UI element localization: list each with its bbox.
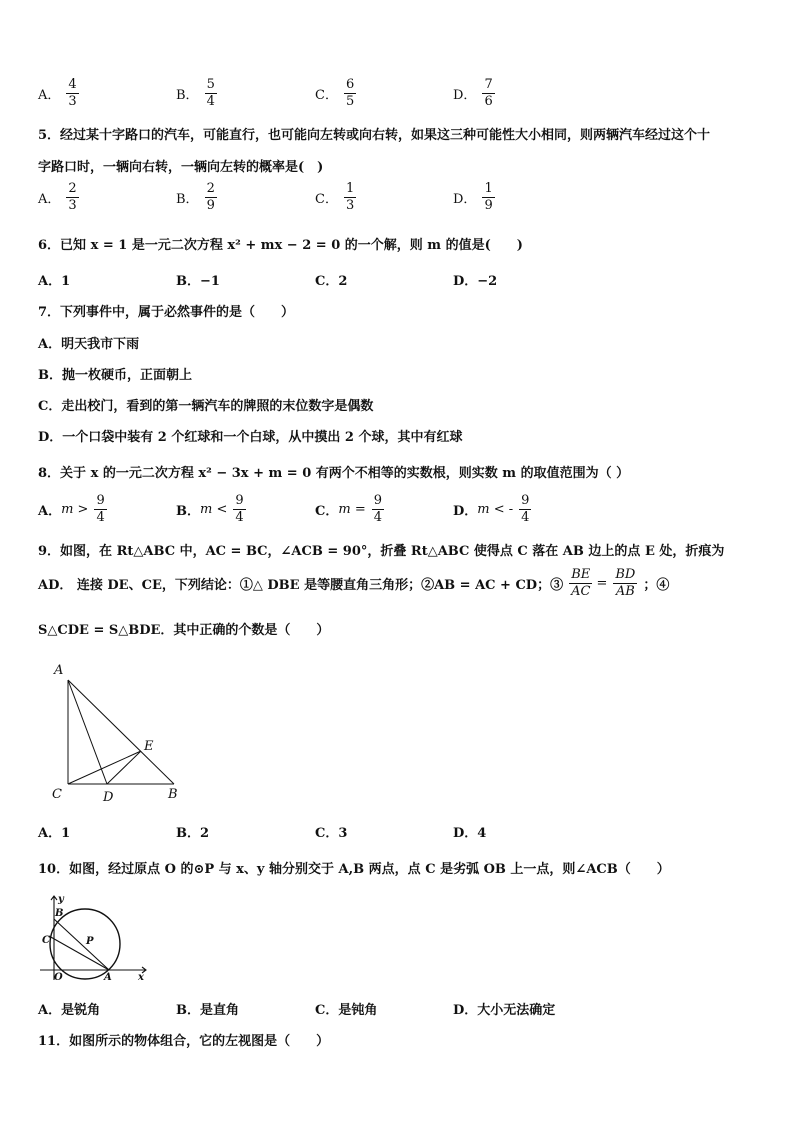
q8-stem: 8．关于 x 的一元二次方程 x² − 3x + m = 0 有两个不相等的实数根，则实数 m 的取值范围为（ ） bbox=[38, 466, 630, 481]
q5-option-c bbox=[315, 182, 356, 212]
segment-ce bbox=[68, 751, 141, 784]
numerator: 9 bbox=[521, 493, 530, 508]
label-c: C bbox=[42, 935, 50, 946]
q9-option-a: A．1 bbox=[38, 826, 71, 841]
q5-option-b bbox=[176, 182, 217, 212]
fraction bbox=[233, 494, 245, 524]
q10-option-b: B．是直角 bbox=[176, 1003, 239, 1018]
fraction bbox=[205, 182, 217, 212]
fraction bbox=[66, 182, 78, 212]
q9-stem-line3: S△CDE = S△BDE．其中正确的个数是（ ） bbox=[38, 623, 330, 638]
option-letter: D． bbox=[453, 87, 477, 103]
label-x: x bbox=[138, 972, 144, 982]
q7-option-d: D．一个口袋中装有 2 个红球和一个白球，从中摸出 2 个球，其中有红球 bbox=[38, 430, 463, 445]
label-e: E bbox=[144, 739, 154, 754]
q5-option-a bbox=[38, 182, 79, 212]
label-d: D bbox=[103, 790, 114, 805]
q4-option-d bbox=[453, 78, 495, 108]
q8-option-b bbox=[176, 494, 246, 524]
option-letter: C． bbox=[315, 191, 338, 207]
label-p: P bbox=[86, 936, 94, 947]
option-letter: B． bbox=[176, 191, 199, 207]
numerator: 9 bbox=[96, 493, 105, 508]
q5-stem-line2: 字路口时，一辆向右转，一辆向左转的概率是( ) bbox=[38, 160, 324, 175]
fraction bbox=[482, 182, 494, 212]
denominator: AC bbox=[571, 583, 591, 599]
q10-stem: 10．如图，经过原点 O 的⊙P 与 x、y 轴分别交于 A,B 两点，点 C 是劣弧 OB 上一点，则∠ACB（ ） bbox=[38, 862, 670, 877]
chord-ca bbox=[49, 936, 109, 970]
q4-option-c bbox=[315, 78, 356, 108]
denominator: 9 bbox=[206, 197, 215, 213]
q8-option-c bbox=[315, 494, 384, 524]
fraction bbox=[482, 78, 494, 108]
fraction bbox=[66, 78, 78, 108]
fraction bbox=[344, 182, 356, 212]
numerator: 9 bbox=[373, 493, 382, 508]
option-letter: B． bbox=[176, 503, 200, 519]
relation: m < - bbox=[477, 501, 514, 517]
q7-option-b: B．抛一枚硬币，正面朝上 bbox=[38, 368, 192, 383]
denominator: 3 bbox=[345, 197, 355, 213]
segment-de bbox=[107, 751, 141, 784]
q9-triangle-figure bbox=[44, 660, 194, 805]
q7-option-a: A．明天我市下雨 bbox=[38, 337, 140, 352]
numerator: 1 bbox=[345, 181, 355, 196]
q6-option-c: C．2 bbox=[315, 274, 348, 289]
q5-option-d bbox=[453, 182, 495, 212]
option-letter: A． bbox=[38, 191, 61, 207]
numerator: 1 bbox=[484, 181, 493, 196]
numerator: 4 bbox=[68, 77, 77, 92]
option-letter: D． bbox=[453, 191, 477, 207]
q10-option-c: C．是钝角 bbox=[315, 1003, 378, 1018]
fraction bbox=[372, 494, 384, 524]
q9-option-d: D．4 bbox=[453, 826, 487, 841]
option-letter: C． bbox=[315, 503, 339, 519]
denominator: AB bbox=[615, 583, 635, 599]
fraction bbox=[344, 78, 356, 108]
q9-option-c: C．3 bbox=[315, 826, 348, 841]
option-letter: D． bbox=[453, 503, 478, 519]
q9-stem-line1: 9．如图，在 Rt△ABC 中，AC = BC，∠ACB = 90°，折叠 Rt△ABC 使得点 C 落在 AB 边上的点 E 处，折痕为 bbox=[38, 544, 725, 559]
denominator: 5 bbox=[345, 93, 355, 109]
q9-stem-text: AD． 连接 DE、CE，下列结论：①△ DBE 是等腰直角三角形；②AB = AC + CD；③ bbox=[38, 577, 564, 593]
q10-circle-figure bbox=[38, 892, 158, 982]
q11-stem: 11．如图所示的物体组合，它的左视图是（ ） bbox=[38, 1034, 330, 1049]
fraction bbox=[519, 494, 531, 524]
q4-option-b bbox=[176, 78, 217, 108]
label-o: O bbox=[54, 972, 63, 982]
option-letter: B． bbox=[176, 87, 199, 103]
option-letter: A． bbox=[38, 87, 61, 103]
q6-option-a: A．1 bbox=[38, 274, 71, 289]
numerator: 9 bbox=[235, 493, 244, 508]
denominator: 4 bbox=[96, 509, 105, 525]
denominator: 3 bbox=[68, 93, 77, 109]
relation: m = bbox=[338, 501, 366, 517]
q7-stem: 7．下列事件中，属于必然事件的是（ ） bbox=[38, 305, 295, 320]
equals-sign: = bbox=[596, 575, 608, 591]
q9-stem-text: ；④ bbox=[643, 577, 670, 593]
option-letter: A． bbox=[38, 503, 62, 519]
label-a: A bbox=[104, 972, 112, 982]
numerator: BD bbox=[615, 567, 636, 582]
q10-option-d: D．大小无法确定 bbox=[453, 1003, 556, 1018]
fraction bbox=[205, 78, 217, 108]
q6-stem: 6．已知 x = 1 是一元二次方程 x² + mx − 2 = 0 的一个解，则 m 的值是( ) bbox=[38, 238, 523, 253]
denominator: 6 bbox=[484, 93, 493, 109]
relation: m > bbox=[61, 501, 89, 517]
circle-p bbox=[50, 909, 120, 979]
label-y: y bbox=[58, 894, 64, 905]
q8-option-a bbox=[38, 494, 107, 524]
denominator: 4 bbox=[235, 509, 244, 525]
q10-option-a: A．是锐角 bbox=[38, 1003, 101, 1018]
q9-stem-line2 bbox=[38, 568, 669, 598]
q6-option-b: B．−1 bbox=[176, 274, 220, 289]
numerator: 2 bbox=[68, 181, 77, 196]
numerator: BE bbox=[571, 567, 591, 582]
denominator: 4 bbox=[373, 509, 382, 525]
label-b: B bbox=[55, 908, 64, 919]
fraction bbox=[613, 568, 637, 598]
relation: m < bbox=[200, 501, 228, 517]
label-a: A bbox=[54, 663, 64, 678]
numerator: 5 bbox=[206, 77, 215, 92]
q8-option-d bbox=[453, 494, 531, 524]
denominator: 4 bbox=[521, 509, 530, 525]
q6-option-d: D．−2 bbox=[453, 274, 498, 289]
fraction bbox=[569, 568, 592, 598]
denominator: 3 bbox=[68, 197, 77, 213]
denominator: 4 bbox=[206, 93, 215, 109]
chord-ba bbox=[54, 919, 109, 970]
fold-line-ad bbox=[68, 680, 107, 784]
q4-option-a bbox=[38, 78, 79, 108]
numerator: 6 bbox=[345, 77, 355, 92]
option-letter: C． bbox=[315, 87, 338, 103]
q9-option-b: B．2 bbox=[176, 826, 210, 841]
fraction bbox=[94, 494, 106, 524]
label-b: B bbox=[168, 787, 178, 802]
numerator: 2 bbox=[206, 181, 215, 196]
q7-option-c: C．走出校门，看到的第一辆汽车的牌照的末位数字是偶数 bbox=[38, 399, 374, 414]
label-c: C bbox=[52, 787, 62, 802]
segment-ab bbox=[68, 680, 174, 784]
denominator: 9 bbox=[484, 197, 493, 213]
q5-stem-line1: 5．经过某十字路口的汽车，可能直行，也可能向左转或向右转，如果这三种可能性大小相同，则两辆汽车经过这个十 bbox=[38, 128, 711, 143]
numerator: 7 bbox=[484, 77, 493, 92]
